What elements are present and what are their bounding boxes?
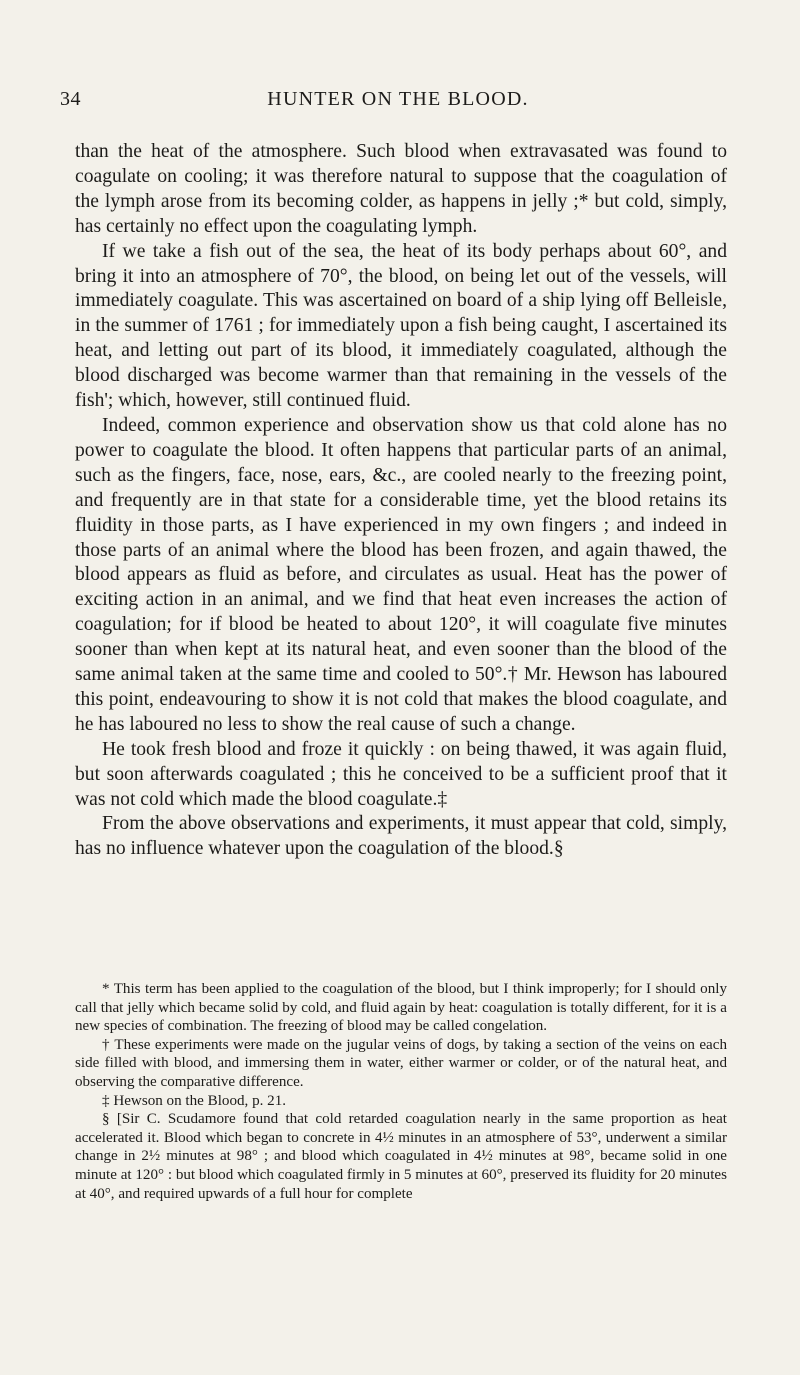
footnote-double-dagger: ‡ Hewson on the Blood, p. 21. (102, 1092, 287, 1109)
paragraph-common-experience: Indeed, common experience and observation show us that cold alone has no power to coagulate the blood. It often happens that particular parts of an animal, such as the fingers, face, nose, ears, &c., are cooled nearly to the freezing point, and frequently are in that state for a considerable time, yet the blood retains its fluidity in those parts, as I have experienced in my own fingers ; and indeed in those parts of an animal where the blood has been frozen, and again thawed, the blood appears as fluid as before, and circulates as usual. Heat has the power of exciting action in an animal, and we find that heat even increases the action of coagulation; for if blood be heated to about 120°, it will coagulate five minutes sooner than when kept at its natural heat, and even sooner than the blood of the same animal taken at the same time and cooled to 50°.† Mr. Hewson has laboured this point, endeavouring to show it is not cold that makes the blood coagulate, and he has laboured no less to show the real cause of such a change. (75, 414, 727, 735)
footnote-dagger: † These experiments were made on the jugular veins of dogs, by taking a section of the veins on each side filled with blood, and immersing them in water, either warmer or colder, or of the natural heat, and observing the comparative difference. (75, 1036, 727, 1090)
paragraph-fish-experiment: If we take a fish out of the sea, the heat of its body perhaps about 60°, and bring it into an atmosphere of 70°, the blood, on being let out of the vessels, will immediately coagulate. This was ascertained on board of a ship lying off Belleisle, in the summer of 1761 ; for immediately upon a fish being caught, I ascertained its heat, and letting out part of its blood, it immediately coagulated, although the blood discharged was become warmer than that remaining in the vessels of the fish'; which, however, still continued fluid. (75, 240, 727, 412)
footnotes (75, 980, 727, 1203)
paragraph-hewson-frozen-blood: He took fresh blood and froze it quickly : on being thawed, it was again fluid, but soon afterwards coagulated ; this he conceived to be a sufficient proof that it was not cold which made the blood coagulate.‡ (75, 738, 727, 810)
paragraph-continued: than the heat of the atmosphere. Such blood when extravasated was found to coagulate on cooling; it was therefore natural to suppose that the coagulation of the lymph arose from its becoming colder, as happens in jelly ;* but cold, simply, has certainly no effect upon the coagulating lymph. (75, 141, 727, 237)
footnote-asterisk: * This term has been applied to the coagulation of the blood, but I think improperly; for I should only call that jelly which became solid by cold, and fluid again by heat: coagulation is totally different, for it is a new species of combination. The freezing of blood may be called congelation. (75, 981, 727, 1035)
footnote-section: § [Sir C. Scudamore found that cold retarded coagulation nearly in the same proportion as heat accelerated it. Blood which began to concrete in 4½ minutes in an atmosphere of 53°, underwent a similar change in 2½ minutes at 98° ; and blood which coagulated in 4½ minutes at 98°, became solid in one minute at 120° : but blood which coagulated firmly in 5 minutes at 60°, preserved its fluidity for 20 minutes at 40°, and required upwards of a full hour for complete (75, 1111, 727, 1202)
running-head: HUNTER ON THE BLOOD. (267, 88, 529, 110)
paragraph-conclusion: From the above observations and experiments, it must appear that cold, simply, has no influence whatever upon the coagulation of the blood.§ (75, 813, 727, 860)
main-text (75, 140, 727, 862)
page-number: 34 (60, 88, 81, 110)
page-header (60, 88, 736, 118)
